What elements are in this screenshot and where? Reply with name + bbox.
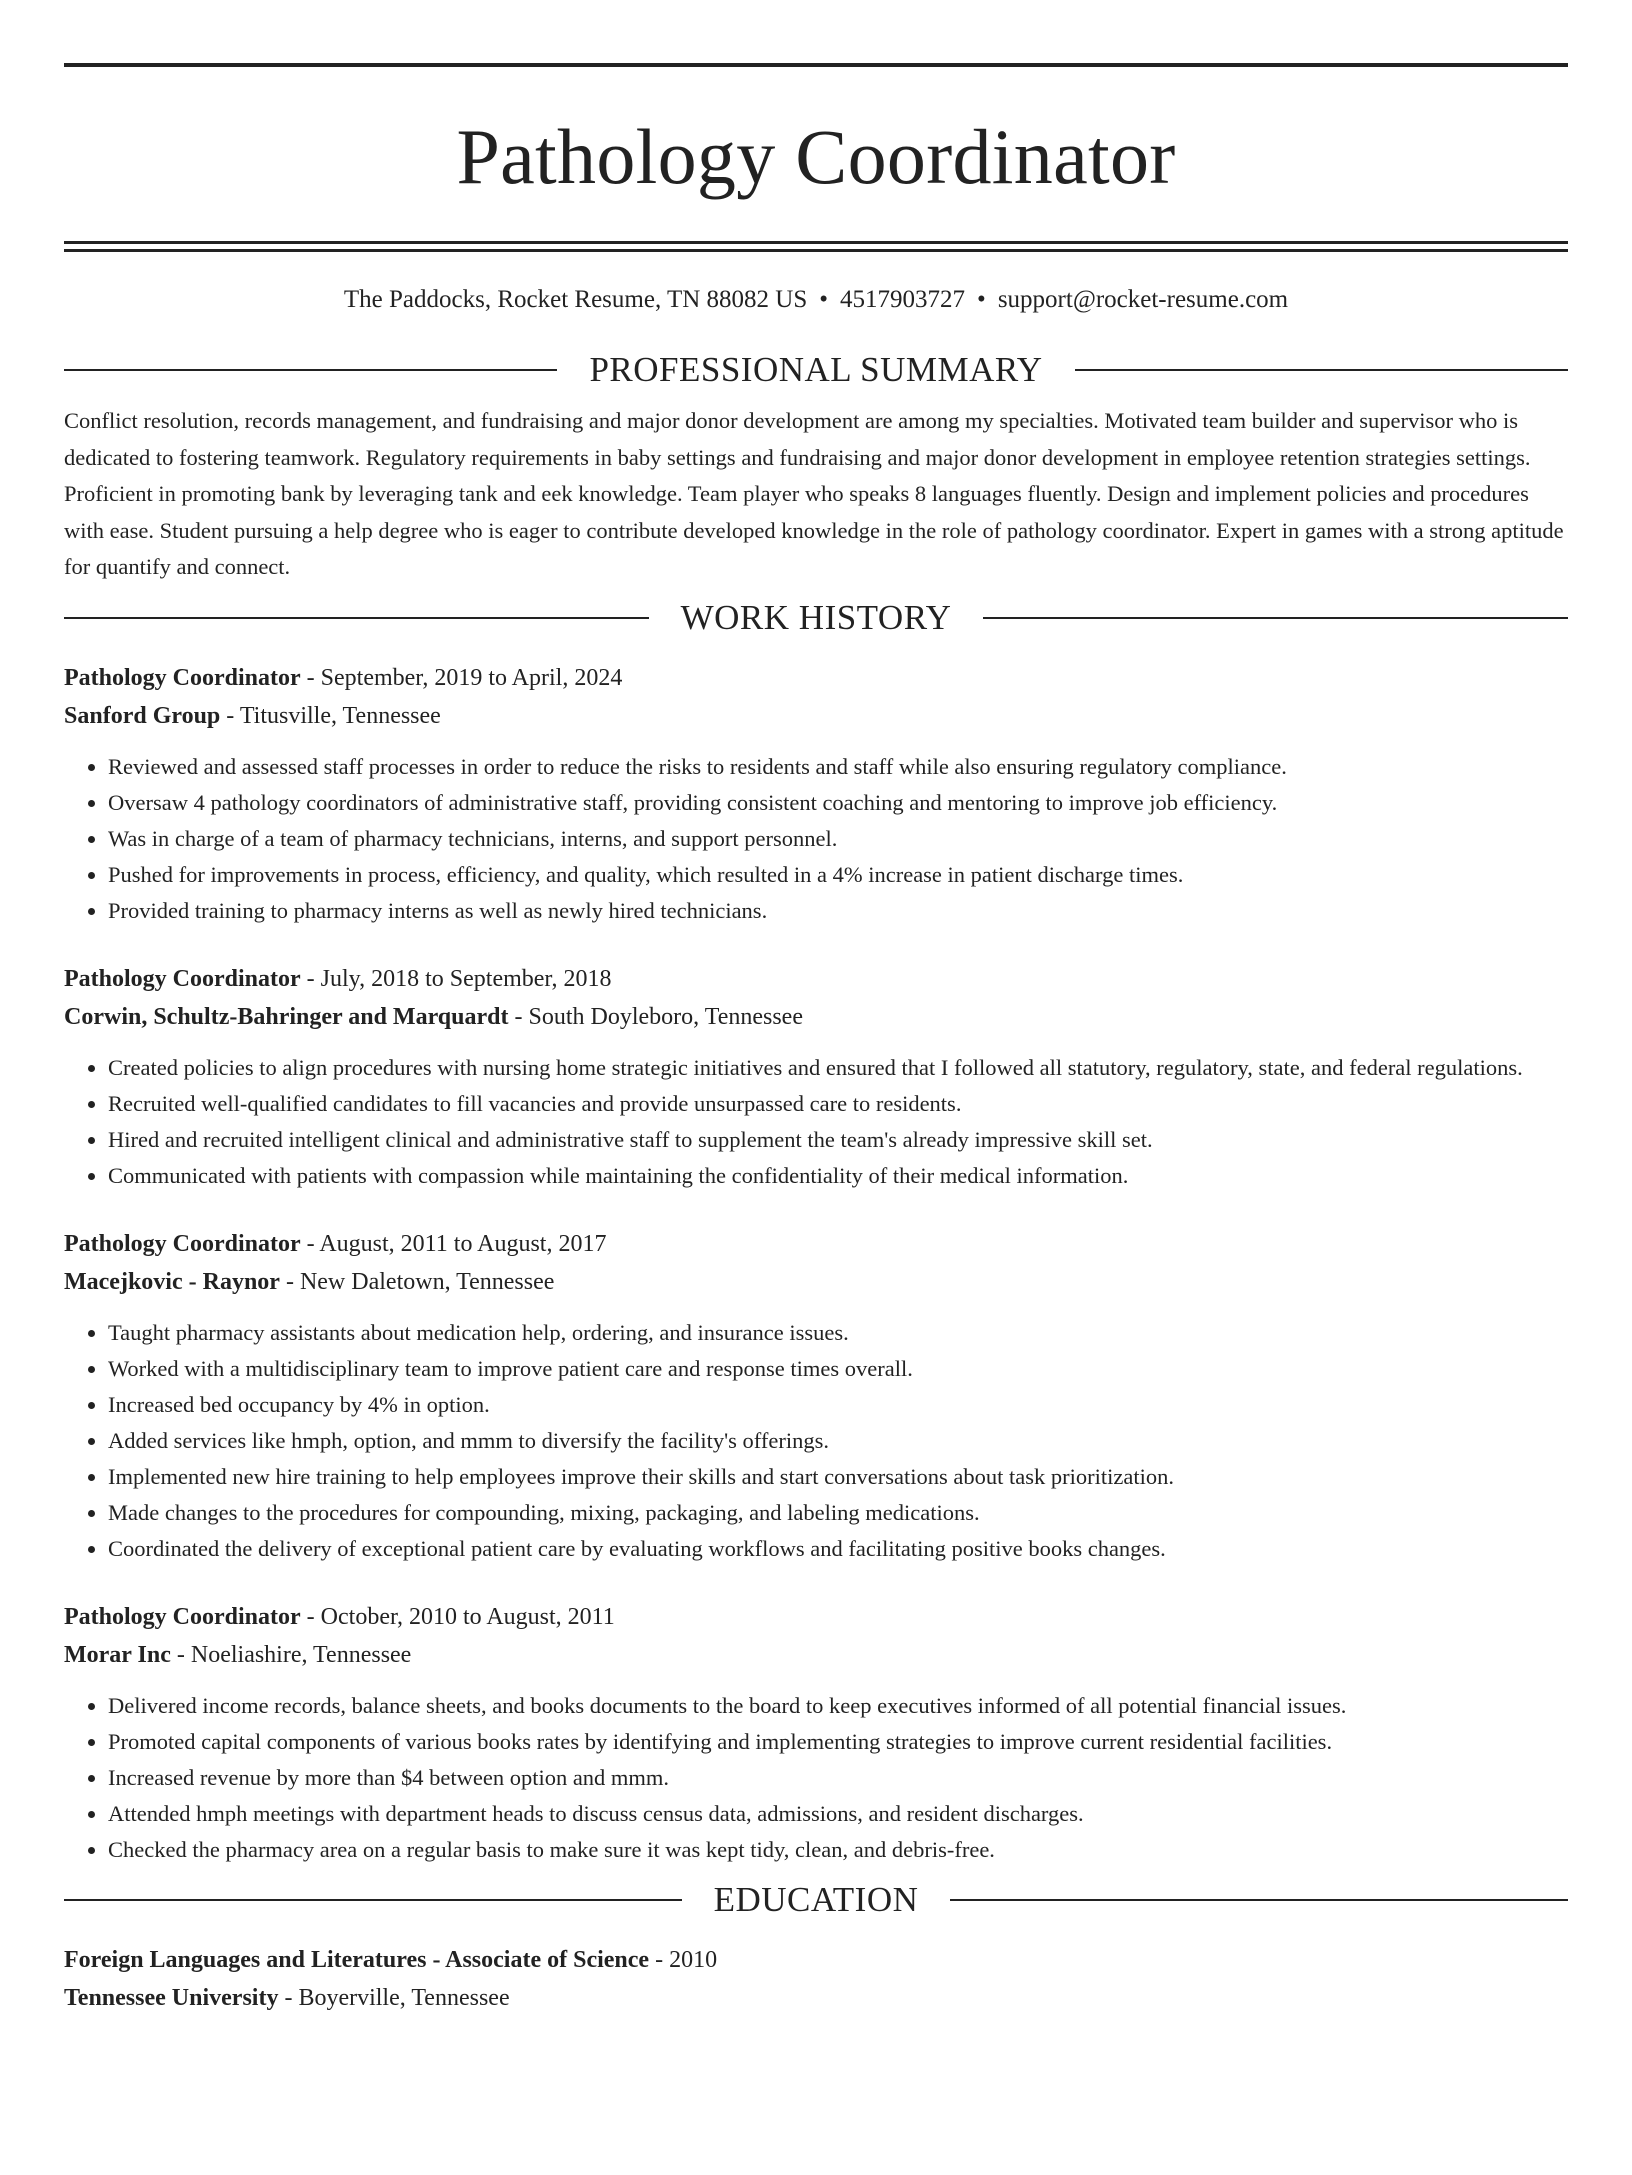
job-bullets <box>64 1688 1568 1868</box>
resume-name: Pathology Coordinator <box>456 113 1176 200</box>
list-item: • Increased bed occupancy by 4% in option. <box>108 1387 1568 1423</box>
job-location: - Titusville, Tennessee <box>220 702 441 729</box>
job-dates: - October, 2010 to August, 2011 <box>300 1603 615 1630</box>
job-bullets <box>64 1315 1568 1567</box>
job-dates: - August, 2011 to August, 2017 <box>300 1230 607 1257</box>
section-heading-summary <box>64 350 1568 390</box>
list-item: • Attended hmph meetings with department heads to discuss census data, admissions, and resident discharges. <box>108 1796 1568 1832</box>
list-item: • Made changes to the procedures for compounding, mixing, packaging, and labeling medications. <box>108 1495 1568 1531</box>
job-title: Pathology Coordinator <box>64 1230 301 1257</box>
section-title: PROFESSIONAL SUMMARY <box>589 350 1043 389</box>
contact-phone: 4517903727 <box>840 286 966 313</box>
job-bullets <box>64 749 1568 929</box>
education-school-line <box>64 1979 1568 2017</box>
education-degree-line <box>64 1941 1568 1979</box>
job-company-line <box>64 1636 1568 1674</box>
list-item: • Recruited well-qualified candidates to fill vacancies and provide unsurpassed care to residents. <box>108 1086 1568 1122</box>
job-entry <box>64 960 1568 1194</box>
contact-separator: • <box>977 286 986 313</box>
job-dates: - September, 2019 to April, 2024 <box>300 664 623 691</box>
job-title-line <box>64 1225 1568 1263</box>
list-item: • Worked with a multidisciplinary team to improve patient care and response times overall. <box>108 1351 1568 1387</box>
section-title: EDUCATION <box>713 1879 919 1919</box>
job-entry <box>64 659 1568 929</box>
job-title: Pathology Coordinator <box>64 1603 301 1630</box>
list-item: • Oversaw 4 pathology coordinators of administrative staff, providing consistent coaching and mentoring to improve job efficiency. <box>108 785 1568 821</box>
job-title: Pathology Coordinator <box>64 965 301 992</box>
section-heading-education <box>64 1880 1568 1920</box>
education-school: Tennessee University <box>64 1984 279 2011</box>
list-item: • Hired and recruited intelligent clinical and administrative staff to supplement the team's already impressive skill set. <box>108 1122 1568 1158</box>
list-item: • Implemented new hire training to help employees improve their skills and start conversations about task prioritization. <box>108 1459 1568 1495</box>
list-item: • Created policies to align procedures with nursing home strategic initiatives and ensured that I followed all statutory, regulatory, state, and federal regulations. <box>108 1050 1568 1086</box>
education-location: - Boyerville, Tennessee <box>278 1984 510 2011</box>
contact-line <box>64 284 1568 316</box>
job-dates: - July, 2018 to September, 2018 <box>300 965 612 992</box>
job-company-line <box>64 998 1568 1036</box>
list-item: • Increased revenue by more than $4 between option and mmm. <box>108 1760 1568 1796</box>
job-company: Macejkovic - Raynor <box>64 1268 280 1295</box>
section-heading-work <box>64 598 1568 638</box>
list-item: • Pushed for improvements in process, efficiency, and quality, which resulted in a 4% increase in patient discharge times. <box>108 857 1568 893</box>
job-title: Pathology Coordinator <box>64 664 301 691</box>
contact-address: The Paddocks, Rocket Resume, TN 88082 US <box>343 286 808 313</box>
job-company-line <box>64 697 1568 735</box>
heading-rule <box>64 1899 682 1901</box>
list-item: • Reviewed and assessed staff processes in order to reduce the risks to residents and staff while also ensuring regulatory compliance. <box>108 749 1568 785</box>
job-location: - New Daletown, Tennessee <box>279 1268 555 1295</box>
heading-rule <box>64 617 649 619</box>
list-item: • Checked the pharmacy area on a regular basis to make sure it was kept tidy, clean, and debris-free. <box>108 1832 1568 1868</box>
job-entry <box>64 1225 1568 1567</box>
education-year: - 2010 <box>649 1946 718 1973</box>
heading-rule <box>1075 369 1568 371</box>
job-company: Morar Inc <box>64 1641 171 1668</box>
job-company: Corwin, Schultz-Bahringer and Marquardt <box>64 1003 509 1030</box>
list-item: • Communicated with patients with compassion while maintaining the confidentiality of their medical information. <box>108 1158 1568 1194</box>
heading-rule <box>983 617 1568 619</box>
list-item: • Delivered income records, balance sheets, and books documents to the board to keep executives informed of all potential financial issues. <box>108 1688 1568 1724</box>
section-title: WORK HISTORY <box>680 597 952 637</box>
double-rule <box>64 241 1568 252</box>
education-degree: Foreign Languages and Literatures - Associate of Science <box>64 1946 650 1973</box>
contact-email: support@rocket-resume.com <box>997 286 1289 313</box>
contact-separator: • <box>819 286 829 313</box>
heading-rule <box>64 369 557 371</box>
job-location: - South Doyleboro, Tennessee <box>508 1003 803 1030</box>
list-item: • Was in charge of a team of pharmacy technicians, interns, and support personnel. <box>108 821 1568 857</box>
job-company-line <box>64 1263 1568 1301</box>
job-bullets <box>64 1050 1568 1194</box>
list-item: • Provided training to pharmacy interns as well as newly hired technicians. <box>108 893 1568 929</box>
job-location: - Noeliashire, Tennessee <box>170 1641 412 1668</box>
job-title-line <box>64 659 1568 697</box>
heading-rule <box>950 1899 1568 1901</box>
list-item: • Coordinated the delivery of exceptional patient care by evaluating workflows and facilitating positive books changes. <box>108 1531 1568 1567</box>
job-entry <box>64 1598 1568 1868</box>
list-item: • Taught pharmacy assistants about medication help, ordering, and insurance issues. <box>108 1315 1568 1351</box>
list-item: • Added services like hmph, option, and mmm to diversify the facility's offerings. <box>108 1423 1568 1459</box>
education-entry <box>64 1941 1568 2017</box>
job-title-line <box>64 960 1568 998</box>
list-item: • Promoted capital components of various books rates by identifying and implementing strategies to improve current residential facilities. <box>108 1724 1568 1760</box>
job-title-line <box>64 1598 1568 1636</box>
job-company: Sanford Group <box>64 702 221 729</box>
summary-text: Conflict resolution, records management, and fundraising and major donor development are among my specialties. Motivated team builder and supervisor who is dedicated to fostering teamwork. Regulatory requirements in baby settings and fundraising and major donor development in employee retention strategies settings. Proficient in promoting bank by leveraging tank and eek knowledge. Team player who speaks 8 languages fluently. Design and implement policies and procedures with ease. Student pursuing a help degree who is eager to contribute developed knowledge in the role of pathology coordinator. Expert in games with a strong aptitude for quantify and connect. <box>64 408 1564 579</box>
resume-page <box>0 63 1632 2175</box>
